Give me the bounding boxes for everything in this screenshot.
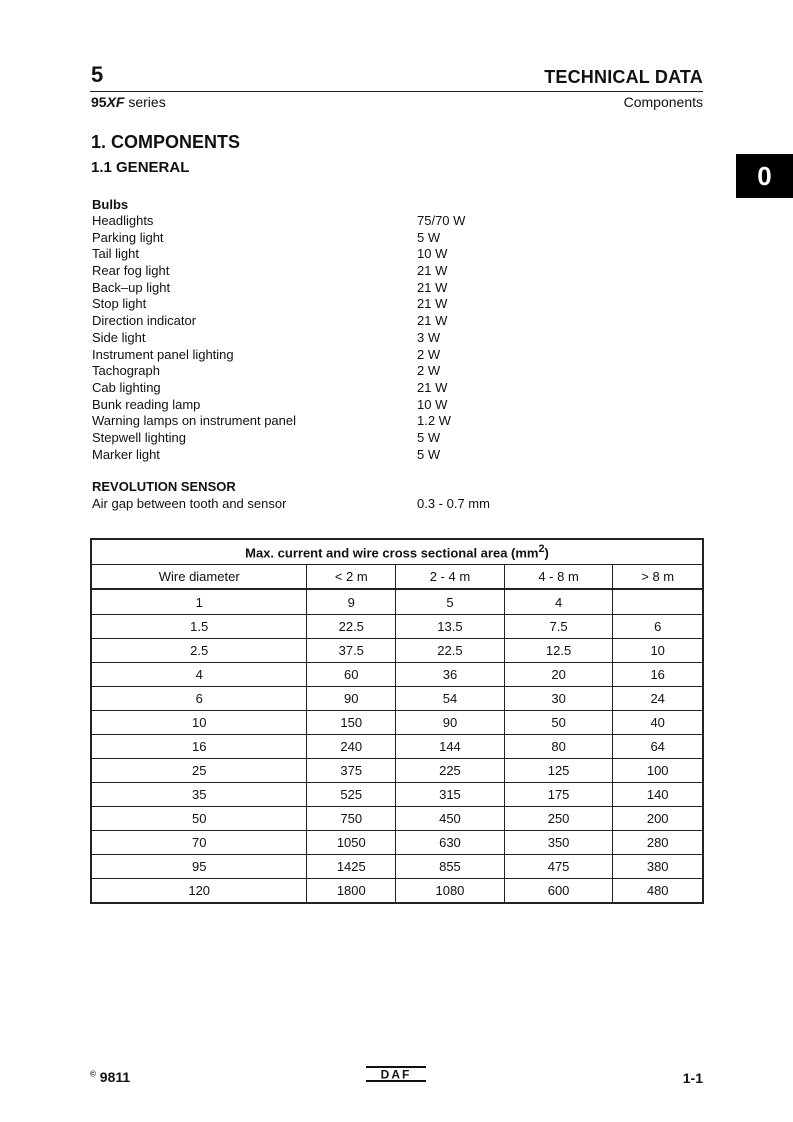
spec-row [92,447,552,464]
spec-row [92,230,552,247]
spec-value: 75/70 W [417,213,466,228]
current-cell: 140 [613,783,703,807]
spec-label: Rear fog light [92,263,170,279]
spec-label: Stop light [92,296,147,312]
current-cell: 480 [613,879,703,904]
svg-text:DAF: DAF [380,1067,412,1082]
heading-components: 1. COMPONENTS [91,132,241,152]
current-cell: 13.5 [396,615,505,639]
spec-row [92,296,552,313]
bulbs-list [92,213,552,463]
wire-diameter-cell: 1 [91,589,307,615]
spec-value: 0.3 - 0.7 mm [417,496,490,511]
spec-row [92,347,552,364]
current-cell: 6 [613,615,703,639]
current-cell: 250 [504,807,613,831]
table-row [91,879,703,904]
spec-row [92,313,552,330]
current-cell: 1050 [307,831,396,855]
current-cell: 16 [613,663,703,687]
current-cell [613,589,703,615]
spec-row [92,430,552,447]
spec-value: 5 W [417,446,441,462]
current-cell: 9 [307,589,396,615]
current-cell: 1080 [396,879,505,904]
spec-value: 5 W [417,429,441,445]
current-cell: 750 [307,807,396,831]
current-cell: 30 [504,687,613,711]
heading-general: 1.1 GENERAL [91,159,190,176]
current-cell: 144 [396,735,505,759]
table-row [91,711,703,735]
wire-diameter-cell: 16 [91,735,307,759]
daf-logo [366,1066,426,1082]
spec-row [92,413,552,430]
wire-diameter-cell: 70 [91,831,307,855]
current-cell: 855 [396,855,505,879]
spec-value: 2 W [417,346,441,362]
table-header-cell: 4 - 8 m [504,565,613,590]
current-cell: 200 [613,807,703,831]
current-cell: 280 [613,831,703,855]
current-cell: 22.5 [396,639,505,663]
current-cell: 100 [613,759,703,783]
spec-row [92,263,552,280]
wire-diameter-cell: 4 [91,663,307,687]
bulbs-title: Bulbs [92,197,129,212]
revolution-sensor-title: REVOLUTION SENSOR [92,479,236,494]
current-cell: 350 [504,831,613,855]
table-header-cell: > 8 m [613,565,703,590]
table-row [91,855,703,879]
current-cell: 380 [613,855,703,879]
table-row [91,831,703,855]
spec-label: Stepwell lighting [92,429,186,445]
spec-label: Warning lamps on instrument panel [92,413,297,429]
table-row [91,615,703,639]
current-cell: 5 [396,589,505,615]
wire-diameter-cell: 10 [91,711,307,735]
current-cell: 12.5 [504,639,613,663]
table-row [91,783,703,807]
current-cell: 40 [613,711,703,735]
table-header-cell: 2 - 4 m [396,565,505,590]
current-cell: 36 [396,663,505,687]
table-header-cell: < 2 m [307,565,396,590]
series-label [91,94,166,110]
series-model: XF [106,94,125,110]
revolution-sensor-list [92,496,552,513]
spec-label: Instrument panel lighting [92,346,234,362]
spec-label: Tail light [92,246,139,262]
document-title: TECHNICAL DATA [544,67,703,87]
table-row [91,663,703,687]
table-row [91,759,703,783]
wire-diameter-cell: 120 [91,879,307,904]
spec-label: Tachograph [92,363,160,379]
spec-row [92,496,552,513]
current-cell: 10 [613,639,703,663]
spec-label: Headlights [92,213,154,228]
table-header-row [91,565,703,590]
current-cell: 90 [307,687,396,711]
current-cell: 20 [504,663,613,687]
spec-value: 1.2 W [417,413,451,429]
spec-row [92,213,552,230]
table-row [91,735,703,759]
spec-row [92,397,552,414]
wire-current-table [90,538,704,904]
current-cell: 630 [396,831,505,855]
series-suffix: series [124,94,166,110]
spec-label: Marker light [92,446,160,462]
table-row [91,589,703,615]
current-cell: 24 [613,687,703,711]
table-row [91,639,703,663]
spec-label: Side light [92,329,146,345]
spec-label: Parking light [92,229,164,245]
series-number: 95 [91,94,107,110]
spec-row [92,330,552,347]
current-cell: 80 [504,735,613,759]
spec-value: 10 W [417,396,448,412]
spec-value: 10 W [417,246,448,262]
spec-value: 3 W [417,329,441,345]
current-cell: 225 [396,759,505,783]
current-cell: 450 [396,807,505,831]
page-number: 1-1 [682,1070,703,1086]
spec-label: Back–up light [92,279,171,295]
current-cell: 64 [613,735,703,759]
current-cell: 315 [396,783,505,807]
copyright: © 9811 [90,1069,131,1085]
wire-diameter-cell: 6 [91,687,307,711]
current-cell: 7.5 [504,615,613,639]
spec-value: 21 W [417,379,448,395]
wire-diameter-cell: 2.5 [91,639,307,663]
spec-label: Cab lighting [92,379,161,395]
current-cell: 37.5 [307,639,396,663]
table-caption: Max. current and wire cross sectional area $(mm^2)$ [91,539,703,565]
spec-label: Direction indicator [92,313,197,329]
current-cell: 600 [504,879,613,904]
wire-diameter-cell: 1.5 [91,615,307,639]
chapter-number: 5 [91,62,104,87]
current-cell: 240 [307,735,396,759]
spec-row [92,380,552,397]
section-name: Components [623,94,703,110]
spec-value: 5 W [417,229,441,245]
current-cell: 54 [396,687,505,711]
spec-row [92,246,552,263]
wire-diameter-cell: 25 [91,759,307,783]
spec-label: Bunk reading lamp [92,396,201,412]
current-cell: 4 [504,589,613,615]
table-row [91,807,703,831]
spec-value: 21 W [417,263,448,279]
current-cell: 1425 [307,855,396,879]
spec-row [92,280,552,297]
current-cell: 22.5 [307,615,396,639]
wire-diameter-cell: 35 [91,783,307,807]
current-cell: 1800 [307,879,396,904]
spec-label: Air gap between tooth and sensor [92,496,287,511]
chapter-tab: 0 [736,154,793,198]
spec-row [92,363,552,380]
table-row [91,687,703,711]
spec-value: 21 W [417,313,448,329]
current-cell: 60 [307,663,396,687]
current-cell: 50 [504,711,613,735]
spec-value: 21 W [417,296,448,312]
current-cell: 475 [504,855,613,879]
wire-diameter-cell: 50 [91,807,307,831]
spec-value: 21 W [417,279,448,295]
current-cell: 125 [504,759,613,783]
current-cell: 150 [307,711,396,735]
table-header-cell: Wire diameter [91,565,307,590]
current-cell: 375 [307,759,396,783]
current-cell: 525 [307,783,396,807]
wire-diameter-cell: 95 [91,855,307,879]
current-cell: 90 [396,711,505,735]
current-cell: 175 [504,783,613,807]
header-rule [90,91,703,92]
spec-value: 2 W [417,363,441,379]
